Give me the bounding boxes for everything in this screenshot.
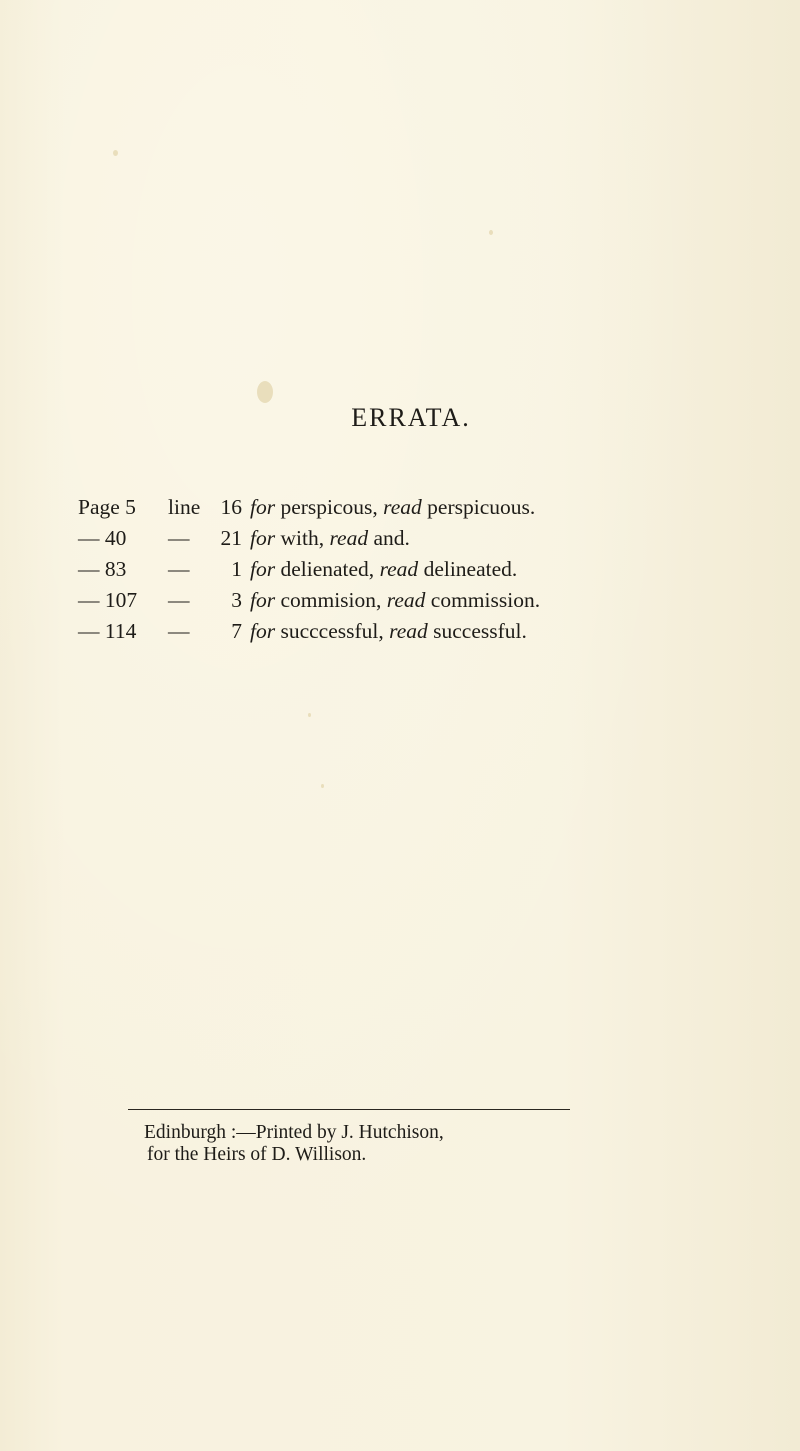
erratum-page: Page 5 [78,495,136,519]
paper-stain [489,230,493,235]
errata-heading: ERRATA. [351,403,471,432]
erratum-correction [250,526,410,551]
wrong-word: delienated, [280,557,375,581]
erratum-line-label: — [168,526,190,550]
read-label: read [329,526,369,550]
erratum-row [78,619,698,650]
erratum-page: — 83 [78,557,127,581]
erratum-page: — 107 [78,588,138,612]
correct-word: perspicuous. [427,495,536,519]
imprint-divider [128,1109,570,1110]
paper-stain [308,713,311,717]
erratum-page: — 114 [78,619,137,643]
erratum-line-label: line [168,495,201,519]
read-label: read [379,557,419,581]
correct-word: delineated. [423,557,518,581]
erratum-line-number: 1 [231,557,242,581]
erratum-correction [250,588,540,613]
correct-word: and. [373,526,410,550]
read-label: read [383,495,422,519]
paper-stain [321,784,324,788]
erratum-row [78,588,698,619]
erratum-correction [250,619,527,644]
for-label: for [250,526,276,550]
read-label: read [386,588,426,612]
imprint-line-2: for the Heirs of D. Willison. [147,1144,367,1165]
errata-list [78,495,698,650]
for-label: for [250,588,276,612]
erratum-row [78,495,698,526]
wrong-word: with, [280,526,325,550]
erratum-correction [250,495,535,520]
erratum-line-number: 21 [220,526,242,550]
for-label: for [250,557,276,581]
paper-stain [257,381,273,403]
erratum-page: — 40 [78,526,127,550]
erratum-row [78,557,698,588]
wrong-word: succcessful, [280,619,384,643]
erratum-line-number: 3 [231,588,242,612]
for-label: for [250,619,276,643]
wrong-word: commision, [280,588,382,612]
erratum-correction [250,557,517,582]
erratum-line-label: — [168,557,190,581]
erratum-line-number: 16 [220,495,242,519]
erratum-line-label: — [168,619,190,643]
paper-stain [113,150,118,156]
imprint-line-1: Edinburgh :—Printed by J. Hutchison, [144,1122,444,1143]
erratum-line-label: — [168,588,190,612]
erratum-row [78,526,698,557]
for-label: for [250,495,276,519]
wrong-word: perspicous, [280,495,378,519]
printer-imprint [144,1122,444,1166]
correct-word: commission. [430,588,541,612]
read-label: read [389,619,428,643]
correct-word: successful. [433,619,527,643]
erratum-line-number: 7 [231,619,242,643]
